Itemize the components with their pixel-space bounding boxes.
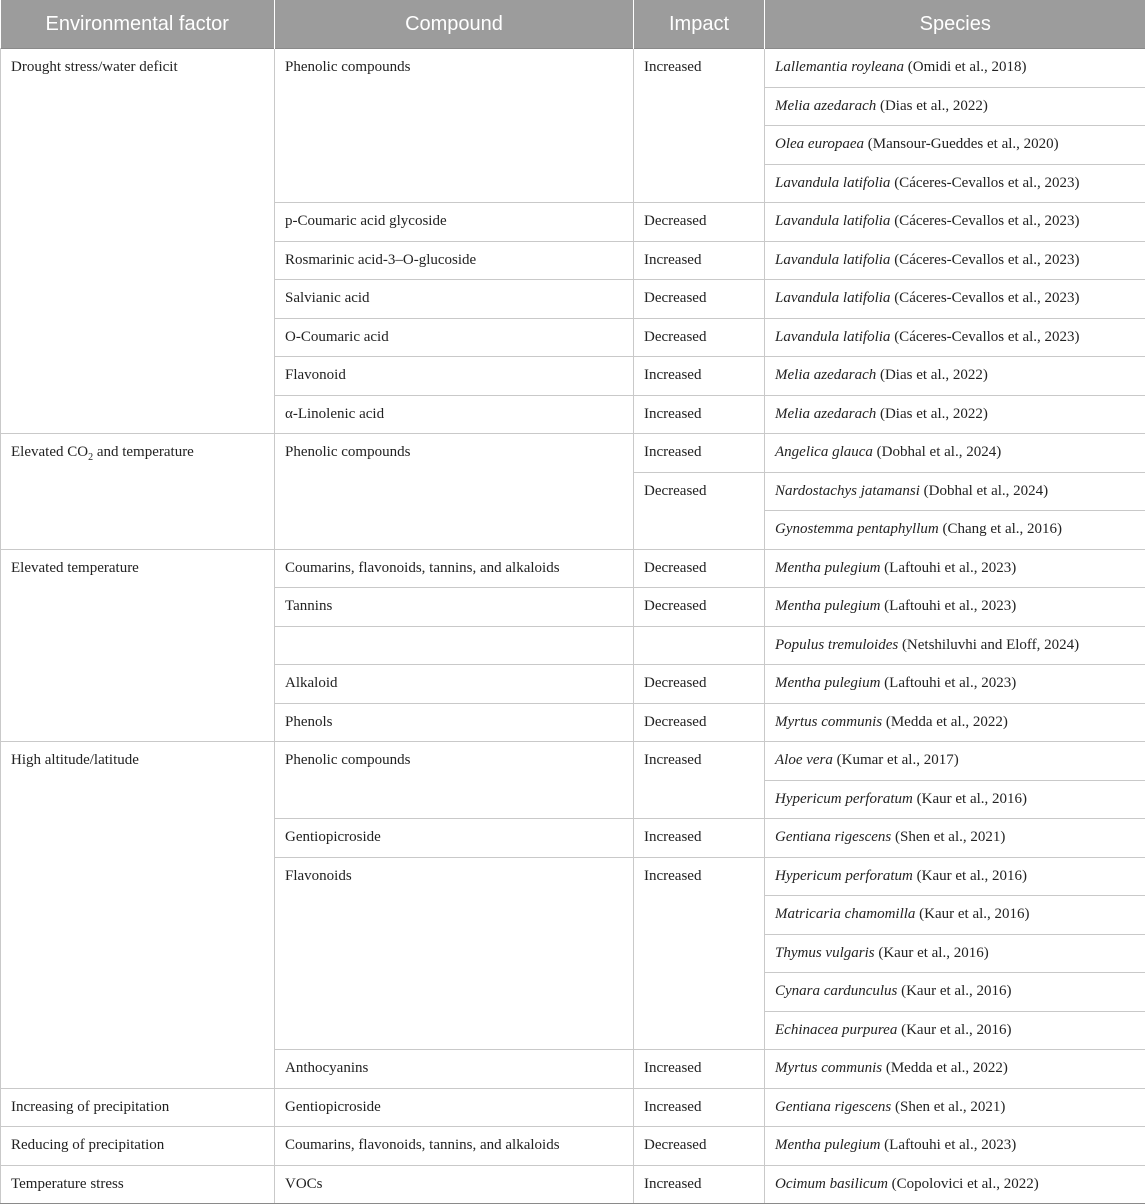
species-cell — [765, 318, 1145, 357]
factor-cell — [1, 742, 275, 1089]
impact-cell: Increased — [634, 819, 765, 858]
compound-cell: O-Coumaric acid — [275, 318, 634, 357]
compound-cell: Gentiopicroside — [275, 1088, 634, 1127]
species-cell — [765, 280, 1145, 319]
species-name: Ocimum basilicum — [775, 1176, 888, 1192]
species-cell — [765, 511, 1145, 550]
species-cell — [765, 1050, 1145, 1089]
impact-cell: Decreased — [634, 588, 765, 627]
factor-cell — [1, 49, 275, 434]
table-row — [1, 1088, 1145, 1127]
factor-label: Increasing of precipitation — [11, 1099, 169, 1115]
table-row — [1, 434, 1145, 473]
species-cell — [765, 203, 1145, 242]
species-name: Lavandula latifolia — [775, 175, 890, 191]
species-cell — [765, 164, 1145, 203]
species-name: Gentiana rigescens — [775, 829, 891, 845]
impact-cell: Increased — [634, 742, 765, 819]
species-reference: (Dobhal et al., 2024) — [920, 483, 1048, 499]
species-name: Populus tremuloides — [775, 637, 898, 653]
header-compound: Compound — [275, 0, 634, 49]
species-name: Melia azedarach — [775, 406, 876, 422]
species-reference: (Mansour-Gueddes et al., 2020) — [864, 136, 1059, 152]
species-name: Hypericum perforatum — [775, 868, 913, 884]
header-impact: Impact — [634, 0, 765, 49]
species-name: Mentha pulegium — [775, 598, 880, 614]
table-row — [1, 1127, 1145, 1166]
species-reference: (Dobhal et al., 2024) — [873, 444, 1001, 460]
species-cell — [765, 1127, 1145, 1166]
compound-cell: p-Coumaric acid glycoside — [275, 203, 634, 242]
species-name: Hypericum perforatum — [775, 791, 913, 807]
species-reference: (Cáceres-Cevallos et al., 2023) — [890, 175, 1079, 191]
species-name: Myrtus communis — [775, 714, 882, 730]
compound-cell: Alkaloid — [275, 665, 634, 704]
impact-cell: Increased — [634, 1165, 765, 1204]
impact-cell: Decreased — [634, 665, 765, 704]
species-cell — [765, 665, 1145, 704]
species-cell — [765, 703, 1145, 742]
species-name: Mentha pulegium — [775, 560, 880, 576]
impact-cell: Increased — [634, 241, 765, 280]
factor-cell — [1, 1127, 275, 1166]
species-name: Lavandula latifolia — [775, 329, 890, 345]
factor-cell — [1, 434, 275, 550]
species-reference: (Medda et al., 2022) — [882, 714, 1008, 730]
species-cell — [765, 780, 1145, 819]
species-cell — [765, 395, 1145, 434]
compound-cell: Phenolic compounds — [275, 434, 634, 550]
compound-cell: Salvianic acid — [275, 280, 634, 319]
species-reference: (Cáceres-Cevallos et al., 2023) — [890, 290, 1079, 306]
impact-cell: Increased — [634, 434, 765, 473]
species-name: Nardostachys jatamansi — [775, 483, 920, 499]
species-reference: (Laftouhi et al., 2023) — [880, 598, 1016, 614]
species-name: Mentha pulegium — [775, 675, 880, 691]
species-name: Echinacea purpurea — [775, 1022, 897, 1038]
species-reference: (Cáceres-Cevallos et al., 2023) — [890, 213, 1079, 229]
species-cell — [765, 241, 1145, 280]
species-name: Cynara cardunculus — [775, 983, 897, 999]
compound-cell: Coumarins, flavonoids, tannins, and alkaloids — [275, 1127, 634, 1166]
species-cell — [765, 588, 1145, 627]
species-reference: (Chang et al., 2016) — [939, 521, 1062, 537]
factor-cell — [1, 1165, 275, 1204]
compound-cell: Coumarins, flavonoids, tannins, and alkaloids — [275, 549, 634, 588]
species-name: Angelica glauca — [775, 444, 873, 460]
impact-cell: Decreased — [634, 203, 765, 242]
species-name: Lavandula latifolia — [775, 213, 890, 229]
species-reference: (Dias et al., 2022) — [876, 406, 988, 422]
species-name: Olea europaea — [775, 136, 864, 152]
species-name: Matricaria chamomilla — [775, 906, 915, 922]
table-row — [1, 742, 1145, 781]
compound-cell: Phenolic compounds — [275, 49, 634, 203]
species-reference: (Shen et al., 2021) — [891, 1099, 1005, 1115]
species-reference: (Cáceres-Cevallos et al., 2023) — [890, 252, 1079, 268]
impact-cell: Decreased — [634, 472, 765, 549]
species-cell — [765, 1088, 1145, 1127]
species-cell — [765, 49, 1145, 88]
compound-cell: Flavonoids — [275, 857, 634, 1050]
species-name: Thymus vulgaris — [775, 945, 875, 961]
impact-cell: Increased — [634, 1088, 765, 1127]
factor-label: Temperature stress — [11, 1176, 124, 1192]
impact-cell: Decreased — [634, 549, 765, 588]
species-reference: (Shen et al., 2021) — [891, 829, 1005, 845]
species-reference: (Laftouhi et al., 2023) — [880, 675, 1016, 691]
species-name: Melia azedarach — [775, 367, 876, 383]
species-cell — [765, 934, 1145, 973]
species-cell — [765, 126, 1145, 165]
compound-cell: Anthocyanins — [275, 1050, 634, 1089]
species-cell — [765, 742, 1145, 781]
species-reference: (Laftouhi et al., 2023) — [880, 1137, 1016, 1153]
impact-cell: Increased — [634, 1050, 765, 1089]
table-body — [1, 49, 1145, 1204]
species-cell — [765, 357, 1145, 396]
factor-label: Drought stress/water deficit — [11, 59, 178, 75]
species-cell — [765, 626, 1145, 665]
species-reference: (Kaur et al., 2016) — [915, 906, 1029, 922]
species-reference: (Kaur et al., 2016) — [875, 945, 989, 961]
species-reference: (Kaur et al., 2016) — [913, 791, 1027, 807]
table-header — [1, 0, 1145, 49]
species-reference: (Kumar et al., 2017) — [833, 752, 959, 768]
species-name: Lavandula latifolia — [775, 252, 890, 268]
species-reference: (Copolovici et al., 2022) — [888, 1176, 1039, 1192]
compound-cell: Tannins — [275, 588, 634, 627]
factor-subscript: 2 — [88, 452, 93, 463]
impact-cell — [634, 626, 765, 665]
species-reference: (Kaur et al., 2016) — [913, 868, 1027, 884]
species-name: Gynostemma pentaphyllum — [775, 521, 939, 537]
compound-cell: Phenolic compounds — [275, 742, 634, 819]
impact-cell: Increased — [634, 857, 765, 1050]
compound-cell: VOCs — [275, 1165, 634, 1204]
header-row — [1, 0, 1145, 49]
species-name: Myrtus communis — [775, 1060, 882, 1076]
factor-label: High altitude/latitude — [11, 752, 139, 768]
species-cell — [765, 1011, 1145, 1050]
factor-cell — [1, 1088, 275, 1127]
impact-cell: Increased — [634, 395, 765, 434]
species-reference: (Kaur et al., 2016) — [897, 983, 1011, 999]
header-environmental-factor: Environmental factor — [1, 0, 275, 49]
species-name: Mentha pulegium — [775, 1137, 880, 1153]
species-reference: (Kaur et al., 2016) — [897, 1022, 1011, 1038]
compound-cell: Phenols — [275, 703, 634, 742]
species-reference: (Cáceres-Cevallos et al., 2023) — [890, 329, 1079, 345]
table-row — [1, 1165, 1145, 1204]
factor-label: Elevated CO — [11, 444, 88, 460]
species-reference: (Dias et al., 2022) — [876, 98, 988, 114]
species-reference: (Dias et al., 2022) — [876, 367, 988, 383]
species-cell — [765, 819, 1145, 858]
compound-cell: Flavonoid — [275, 357, 634, 396]
table-row — [1, 49, 1145, 88]
species-reference: (Laftouhi et al., 2023) — [880, 560, 1016, 576]
impact-cell: Increased — [634, 49, 765, 203]
species-name: Lallemantia royleana — [775, 59, 904, 75]
impact-cell: Decreased — [634, 280, 765, 319]
species-cell — [765, 434, 1145, 473]
species-name: Gentiana rigescens — [775, 1099, 891, 1115]
species-name: Lavandula latifolia — [775, 290, 890, 306]
impact-cell: Decreased — [634, 703, 765, 742]
table-row — [1, 549, 1145, 588]
compound-cell: α-Linolenic acid — [275, 395, 634, 434]
factor-label-tail: and temperature — [93, 444, 194, 460]
factor-label: Reducing of precipitation — [11, 1137, 164, 1153]
header-species: Species — [765, 0, 1145, 49]
species-cell — [765, 896, 1145, 935]
species-cell — [765, 857, 1145, 896]
species-reference: (Netshiluvhi and Eloff, 2024) — [898, 637, 1079, 653]
compound-cell — [275, 626, 634, 665]
factor-cell — [1, 549, 275, 742]
species-cell — [765, 472, 1145, 511]
impact-cell: Increased — [634, 357, 765, 396]
species-cell — [765, 549, 1145, 588]
species-cell — [765, 1165, 1145, 1204]
species-name: Melia azedarach — [775, 98, 876, 114]
impact-cell: Decreased — [634, 1127, 765, 1166]
impact-cell: Decreased — [634, 318, 765, 357]
factor-label: Elevated temperature — [11, 560, 139, 576]
compound-cell: Rosmarinic acid-3–O-glucoside — [275, 241, 634, 280]
species-cell — [765, 87, 1145, 126]
species-cell — [765, 973, 1145, 1012]
compound-cell: Gentiopicroside — [275, 819, 634, 858]
species-reference: (Medda et al., 2022) — [882, 1060, 1008, 1076]
species-reference: (Omidi et al., 2018) — [904, 59, 1026, 75]
species-name: Aloe vera — [775, 752, 833, 768]
